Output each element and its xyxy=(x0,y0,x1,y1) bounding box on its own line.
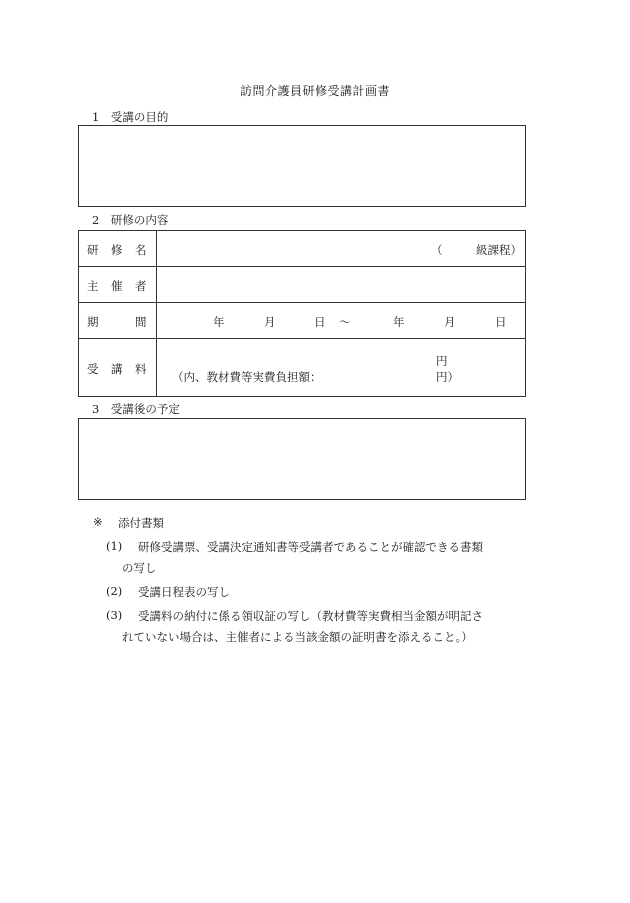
month-start: 月 xyxy=(264,315,276,329)
label-char: 期 xyxy=(87,315,99,329)
table-row-period xyxy=(79,303,526,339)
label-char: 研 xyxy=(87,243,99,257)
section-2-heading: 2 研修の内容 xyxy=(92,213,169,227)
course-name-field[interactable] xyxy=(157,231,526,267)
page-title: 訪問介護員研修受講計画書 xyxy=(239,84,390,98)
materials-cost-yen: 円） xyxy=(436,370,459,384)
attachment-item: 受講日程表の写し xyxy=(138,585,230,599)
training-content-table xyxy=(78,230,526,397)
label-char: 主 xyxy=(87,279,99,293)
label-period xyxy=(79,303,157,339)
label-fee xyxy=(79,339,157,397)
day-end: 日 xyxy=(495,315,507,329)
attachment-item-cont: の写し xyxy=(122,561,157,575)
attachment-num: (3) xyxy=(106,608,123,622)
label-char: 講 xyxy=(111,362,123,376)
attachment-num: (2) xyxy=(106,584,123,598)
organizer-field[interactable] xyxy=(157,267,526,303)
label-char: 名 xyxy=(135,243,147,257)
paren-open: （ xyxy=(431,243,443,257)
fee-yen: 円 xyxy=(436,354,448,368)
period-field[interactable] xyxy=(157,303,526,339)
range-tilde: ～ xyxy=(339,315,351,329)
label-char: 催 xyxy=(111,279,123,293)
post-training-plan-box[interactable] xyxy=(78,418,526,500)
attachment-num: (1) xyxy=(106,539,123,553)
fee-field[interactable] xyxy=(157,339,526,397)
attachment-item: 研修受講票、受講決定通知書等受講者であることが確認できる書類 xyxy=(138,540,483,554)
attachment-item: 受講料の納付に係る領収証の写し（教材費等実費相当金額が明記さ xyxy=(138,609,483,623)
table-row-organizer xyxy=(79,267,526,303)
label-char: 間 xyxy=(135,315,147,329)
attachments-heading: 添付書類 xyxy=(118,516,164,530)
course-level-suffix: 級課程） xyxy=(476,243,522,257)
purpose-box[interactable] xyxy=(78,125,526,207)
label-char: 修 xyxy=(111,243,123,257)
label-course-name xyxy=(79,231,157,267)
section-3-heading: 3 受講後の予定 xyxy=(92,402,180,416)
section-1-heading: 1 受講の目的 xyxy=(92,110,169,124)
day-start: 日 xyxy=(314,315,326,329)
label-organizer xyxy=(79,267,157,303)
label-char: 料 xyxy=(135,362,147,376)
table-row-fee xyxy=(79,339,526,397)
year-end: 年 xyxy=(393,315,405,329)
month-end: 月 xyxy=(444,315,456,329)
attachments-mark: ※ xyxy=(93,515,103,529)
materials-cost-label: （内、教材費等実費負担額： xyxy=(172,370,322,384)
label-char: 受 xyxy=(87,362,99,376)
label-char: 者 xyxy=(135,279,147,293)
table-row-course-name xyxy=(79,231,526,267)
year-start: 年 xyxy=(213,315,225,329)
attachment-item-cont: れていない場合は、主催者による当該金額の証明書を添えること。） xyxy=(122,630,473,644)
